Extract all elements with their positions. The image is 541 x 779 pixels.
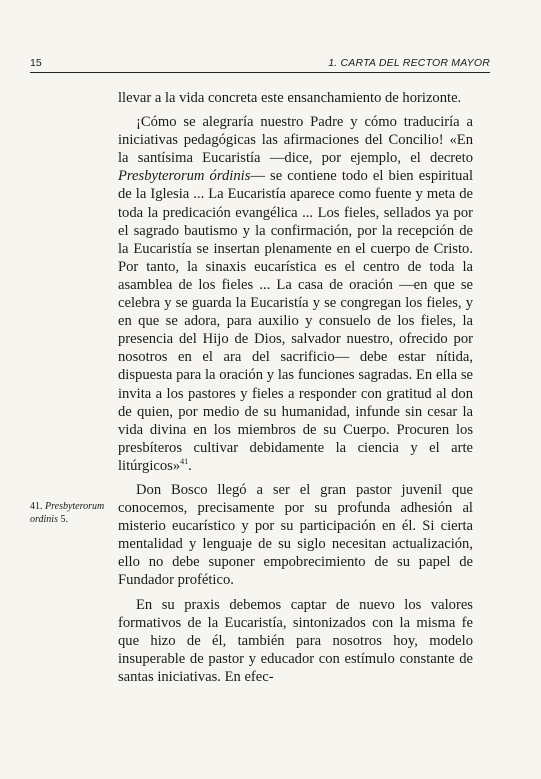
footnote-ref-41: 41 — [180, 457, 189, 467]
paragraph-4: En su praxis debemos captar de nuevo los valores formativos de la Eucaristía, sintonizados con la misma fe que hizo de él, también para nosotros hoy, modelo insuperable de pastor y educador con estímulo constante de santas iniciativas. En efec- — [118, 596, 473, 685]
decree-title: Presbyterorum órdinis — [118, 168, 251, 185]
paragraph-2-part-a: ¡Cómo se alegraría nuestro Padre y cómo traduciría a iniciativas pedagógicas las afirmaciones del Concilio! «En la santísima Eucaristía —dice, por ejemplo, el decreto — [118, 114, 473, 167]
main-text — [118, 89, 473, 686]
paragraph-2-part-b: — se contiene todo el bien espiritual de la Iglesia ... La Eucaristía aparece como fuente y meta de toda la predicación evangélica ... Los fieles, sellados ya por el sagrado bautismo y la confirmación, por la recepción de la Eucaristía se insertan plenamente en el cuerpo de Cristo. Por tanto, la sinaxis eucarística es el centro de toda la asamblea de los fieles ... La casa de oración —en que se celebra y se guarda la Eucaristía y se congregan los fieles, y en que se adora, para auxilio y consuelo de los fieles, la presencia del Hijo de Dios, salvador nuestro, ofrecido por nosotros en el ara del sacrificio— debe estar nítida, dispuesta para la oración y las funciones sagradas. En ella se invita a los pastores y fieles a responder con gratitud al don de quien, por medio de su humanidad, infunde sin cesar la vida divina en los miembros de su Cuerpo. Procuren los presbíteros cultivar debidamente la ciencia y el arte litúrgicos» — [118, 168, 473, 474]
footnote-number: 41. — [30, 501, 43, 512]
running-head-title: 1. CARTA DEL RECTOR MAYOR — [328, 57, 490, 69]
paragraph-3: Don Bosco llegó a ser el gran pastor juvenil que conocemos, precisamente por su profunda adhesión al misterio eucarístico y por su participación en él. Si cierta mentalidad y lenguaje de su siglo necesitan actualización, ello no debe suponer empobrecimiento de su papel de Fundador profético. — [118, 481, 473, 589]
page-number: 15 — [30, 57, 42, 69]
paragraph-1: llevar a la vida concreta este ensanchamiento de horizonte. — [118, 90, 462, 106]
margin-footnote — [30, 500, 116, 526]
paragraph-2 — [118, 113, 473, 475]
paragraph-2-end: . — [188, 457, 192, 474]
footnote-source: Presbyterorum ordinis — [30, 501, 105, 525]
running-header — [30, 56, 490, 73]
footnote-section: 5. — [60, 514, 68, 525]
